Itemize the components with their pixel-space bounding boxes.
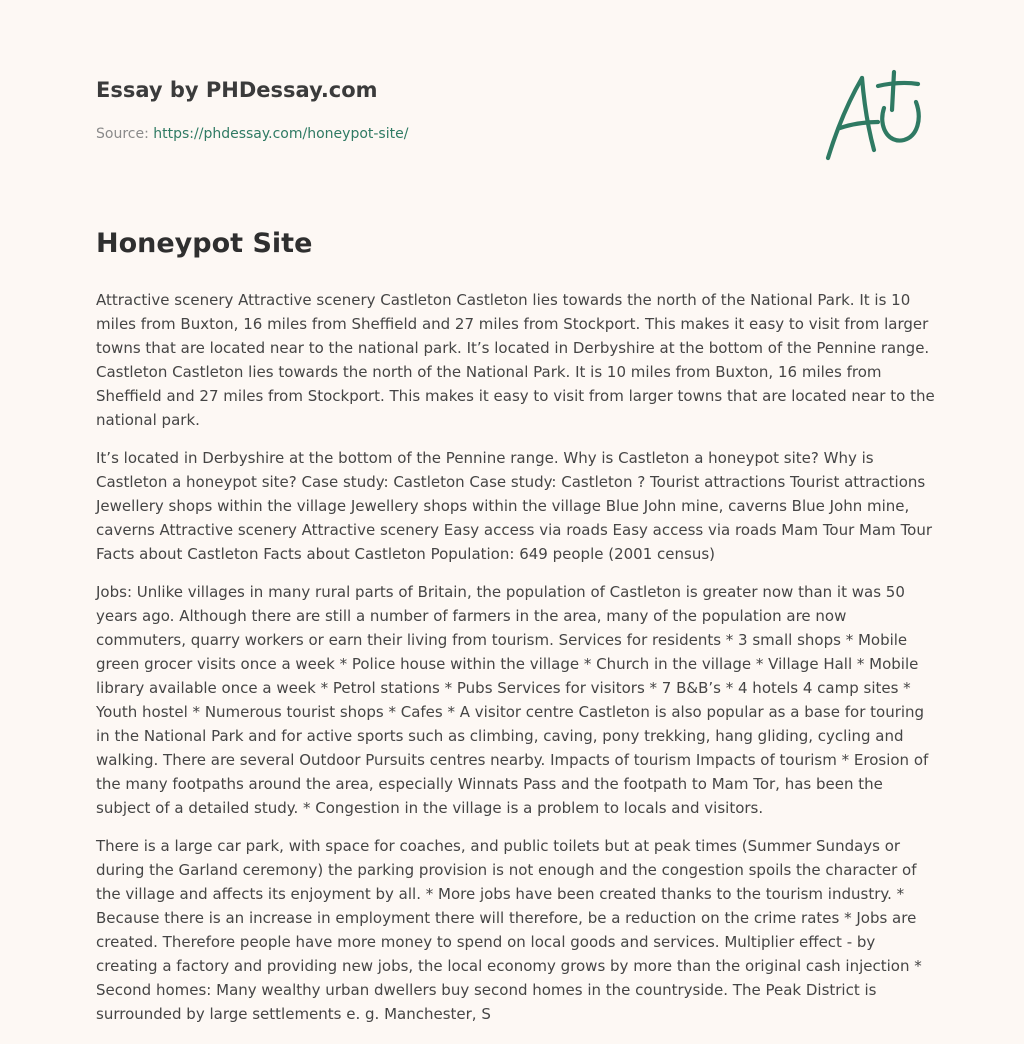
essay-content [96,224,936,1040]
source-label: Source: [96,126,149,142]
a-plus-logo-icon [818,66,930,166]
source-line [96,124,796,144]
essay-paragraph: There is a large car park, with space for coaches, and public toilets but at peak times (Summer Sundays or during the Garland ceremony) the parking provision is not enough and the congestion spoils the character of the village and affects its enjoyment by all. * More jobs have been created thanks to the tourism industry. * Because there is an increase in employment there will therefore, be a reduction on the crime rates * Jobs are created. Therefore people have more money to spend on local goods and services. Multiplier effect - by creating a factory and providing new jobs, the local economy grows by more than the original cash injection * Second homes: Many wealthy urban dwellers buy second homes in the countryside. The Peak District is surrounded by large settlements e. g. Manchester, S [96,837,922,1023]
essay-paragraph: Jobs: Unlike villages in many rural parts of Britain, the population of Castleton is greater now than it was 50 years ago. Although there are still a number of farmers in the area, many of the population are now commuters, quarry workers or earn their living from tourism. Services for residents * 3 small shops * Mobile green grocer visits once a week * Police house within the village * Church in the village * Village Hall * Mobile library available once a week * Petrol stations * Pubs Services for visitors * 7 B&B’s * 4 hotels 4 camp sites * Youth hostel * Numerous tourist shops * Cafes * A visitor centre Castleton is also popular as a base for touring in the National Park and for active sports such as climbing, caving, pony trekking, hang gliding, cycling and walking. There are several Outdoor Pursuits centres nearby. Impacts of tourism Impacts of tourism * Erosion of the many footpaths around the area, especially Winnats Pass and the footpath to Mam Tor, has been the subject of a detailed study. * Congestion in the village is a problem to locals and visitors. [96,583,929,817]
site-title: Essay by PHDessay.com [96,78,378,102]
essay-paragraph: It’s located in Derbyshire at the bottom of the Pennine range. Why is Castleton a honeypot site? Why is Castleton a honeypot site? Case study: Castleton Case study: Castleton ? Tourist attractions Tourist attractions Jewellery shops within the village Jewellery shops within the village Blue John mine, caverns Blue John mine, caverns Attractive scenery Attractive scenery Easy access via roads Easy access via roads Mam Tour Mam Tour Facts about Castleton Facts about Castleton Population: 649 people (2001 census) [96,449,933,563]
essay-title: Honeypot Site [96,228,313,259]
page-header [96,76,796,144]
source-link[interactable]: https://phdessay.com/honeypot-site/ [153,126,409,142]
essay-paragraph: Attractive scenery Attractive scenery Castleton Castleton lies towards the north of the National Park. It is 10 miles from Buxton, 16 miles from Sheffield and 27 miles from Stockport. This makes it easy to visit from larger towns that are located near to the national park. It’s located in Derbyshire at the bottom of the Pennine range. Castleton Castleton lies towards the north of the National Park. It is 10 miles from Buxton, 16 miles from Sheffield and 27 miles from Stockport. This makes it easy to visit from larger towns that are located near to the national park. [96,291,935,429]
